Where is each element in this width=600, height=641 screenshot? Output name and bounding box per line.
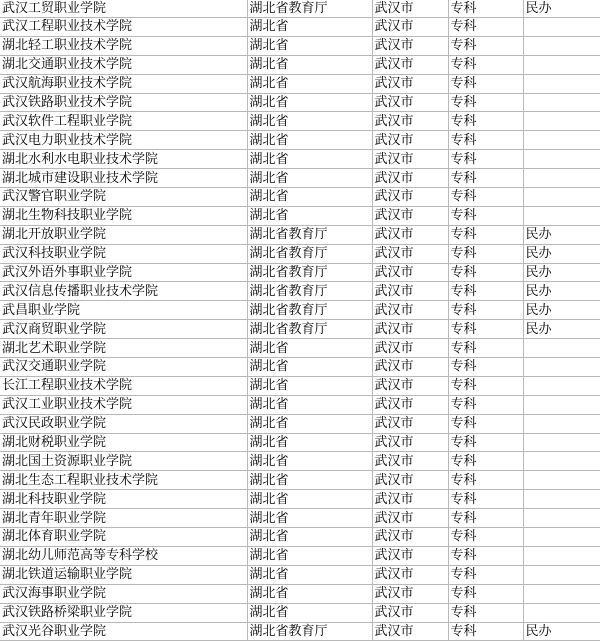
authority-cell[interactable]: 湖北省 bbox=[247, 603, 372, 622]
level-cell[interactable]: 专科 bbox=[448, 395, 523, 414]
authority-cell[interactable]: 湖北省 bbox=[247, 546, 372, 565]
school-name-cell[interactable]: 武汉交通职业学院 bbox=[0, 358, 247, 377]
city-cell[interactable]: 武汉市 bbox=[372, 206, 448, 225]
authority-cell[interactable]: 湖北省教育厅 bbox=[247, 320, 372, 339]
table-row bbox=[0, 471, 600, 490]
ownership-cell[interactable] bbox=[523, 188, 600, 207]
school-name-cell[interactable]: 武汉警官职业学院 bbox=[0, 188, 247, 207]
ownership-cell[interactable] bbox=[523, 565, 600, 584]
ownership-cell[interactable] bbox=[523, 546, 600, 565]
ownership-cell[interactable]: 民办 bbox=[523, 244, 600, 263]
city-cell[interactable]: 武汉市 bbox=[372, 339, 448, 358]
school-name-cell[interactable]: 长江工程职业技术学院 bbox=[0, 376, 247, 395]
table-row bbox=[0, 150, 600, 169]
table-row bbox=[0, 282, 600, 301]
table-row bbox=[0, 244, 600, 263]
ownership-cell[interactable] bbox=[523, 490, 600, 509]
school-name-cell[interactable]: 武汉民政职业学院 bbox=[0, 414, 247, 433]
level-cell[interactable]: 专科 bbox=[448, 471, 523, 490]
authority-cell[interactable]: 湖北省教育厅 bbox=[247, 282, 372, 301]
school-name-cell[interactable]: 湖北艺术职业学院 bbox=[0, 339, 247, 358]
ownership-cell[interactable] bbox=[523, 131, 600, 150]
level-cell[interactable]: 专科 bbox=[448, 414, 523, 433]
ownership-cell[interactable]: 民办 bbox=[523, 263, 600, 282]
level-cell[interactable]: 专科 bbox=[448, 433, 523, 452]
table-row bbox=[0, 546, 600, 565]
authority-cell[interactable]: 湖北省 bbox=[247, 376, 372, 395]
school-name-cell[interactable]: 武汉信息传播职业技术学院 bbox=[0, 282, 247, 301]
authority-cell[interactable]: 湖北省 bbox=[247, 55, 372, 74]
city-cell[interactable]: 武汉市 bbox=[372, 169, 448, 188]
level-cell[interactable]: 专科 bbox=[448, 452, 523, 471]
table-row bbox=[0, 603, 600, 622]
ownership-cell[interactable] bbox=[523, 339, 600, 358]
level-cell[interactable]: 专科 bbox=[448, 206, 523, 225]
table-row bbox=[0, 93, 600, 112]
school-name-cell[interactable]: 武汉航海职业技术学院 bbox=[0, 74, 247, 93]
authority-cell[interactable]: 湖北省 bbox=[247, 112, 372, 131]
table-row bbox=[0, 339, 600, 358]
ownership-cell[interactable] bbox=[523, 509, 600, 528]
city-cell[interactable]: 武汉市 bbox=[372, 376, 448, 395]
city-cell[interactable]: 武汉市 bbox=[372, 263, 448, 282]
ownership-cell[interactable] bbox=[523, 414, 600, 433]
authority-cell[interactable]: 湖北省 bbox=[247, 18, 372, 37]
ownership-cell[interactable] bbox=[523, 74, 600, 93]
school-name-cell[interactable]: 武昌职业学院 bbox=[0, 301, 247, 320]
school-name-cell[interactable]: 湖北幼儿师范高等专科学校 bbox=[0, 546, 247, 565]
ownership-cell[interactable] bbox=[523, 376, 600, 395]
table-row bbox=[0, 36, 600, 55]
authority-cell[interactable]: 湖北省 bbox=[247, 93, 372, 112]
level-cell[interactable]: 专科 bbox=[448, 565, 523, 584]
table-row bbox=[0, 112, 600, 131]
city-cell[interactable]: 武汉市 bbox=[372, 584, 448, 603]
table-row bbox=[0, 55, 600, 74]
school-name-cell[interactable]: 湖北生物科技职业学院 bbox=[0, 206, 247, 225]
school-name-cell[interactable]: 湖北青年职业学院 bbox=[0, 509, 247, 528]
ownership-cell[interactable]: 民办 bbox=[523, 0, 600, 18]
school-name-cell[interactable]: 湖北财税职业学院 bbox=[0, 433, 247, 452]
ownership-cell[interactable] bbox=[523, 528, 600, 547]
school-name-cell[interactable]: 武汉铁路职业技术学院 bbox=[0, 93, 247, 112]
city-cell[interactable]: 武汉市 bbox=[372, 452, 448, 471]
ownership-cell[interactable] bbox=[523, 36, 600, 55]
level-cell[interactable]: 专科 bbox=[448, 622, 523, 641]
city-cell[interactable]: 武汉市 bbox=[372, 0, 448, 18]
table-row bbox=[0, 414, 600, 433]
table-row bbox=[0, 320, 600, 339]
ownership-cell[interactable]: 民办 bbox=[523, 282, 600, 301]
level-cell[interactable]: 专科 bbox=[448, 55, 523, 74]
city-cell[interactable]: 武汉市 bbox=[372, 358, 448, 377]
table-row bbox=[0, 584, 600, 603]
authority-cell[interactable]: 湖北省 bbox=[247, 452, 372, 471]
city-cell[interactable]: 武汉市 bbox=[372, 433, 448, 452]
authority-cell[interactable]: 湖北省 bbox=[247, 509, 372, 528]
level-cell[interactable]: 专科 bbox=[448, 188, 523, 207]
ownership-cell[interactable]: 民办 bbox=[523, 622, 600, 641]
city-cell[interactable]: 武汉市 bbox=[372, 395, 448, 414]
school-name-cell[interactable]: 武汉工程职业技术学院 bbox=[0, 18, 247, 37]
level-cell[interactable]: 专科 bbox=[448, 376, 523, 395]
city-cell[interactable]: 武汉市 bbox=[372, 528, 448, 547]
city-cell[interactable]: 武汉市 bbox=[372, 244, 448, 263]
level-cell[interactable]: 专科 bbox=[448, 225, 523, 244]
school-name-cell[interactable]: 湖北生态工程职业技术学院 bbox=[0, 471, 247, 490]
level-cell[interactable]: 专科 bbox=[448, 112, 523, 131]
level-cell[interactable]: 专科 bbox=[448, 301, 523, 320]
city-cell[interactable]: 武汉市 bbox=[372, 93, 448, 112]
city-cell[interactable]: 武汉市 bbox=[372, 490, 448, 509]
school-name-cell[interactable]: 武汉铁路桥梁职业学院 bbox=[0, 603, 247, 622]
city-cell[interactable]: 武汉市 bbox=[372, 36, 448, 55]
city-cell[interactable]: 武汉市 bbox=[372, 603, 448, 622]
city-cell[interactable]: 武汉市 bbox=[372, 131, 448, 150]
authority-cell[interactable]: 湖北省 bbox=[247, 131, 372, 150]
city-cell[interactable]: 武汉市 bbox=[372, 18, 448, 37]
ownership-cell[interactable]: 民办 bbox=[523, 320, 600, 339]
table-row bbox=[0, 433, 600, 452]
ownership-cell[interactable] bbox=[523, 452, 600, 471]
school-name-cell[interactable]: 武汉工贸职业学院 bbox=[0, 0, 247, 18]
level-cell[interactable]: 专科 bbox=[448, 0, 523, 18]
city-cell[interactable]: 武汉市 bbox=[372, 301, 448, 320]
authority-cell[interactable]: 湖北省 bbox=[247, 414, 372, 433]
authority-cell[interactable]: 湖北省 bbox=[247, 169, 372, 188]
ownership-cell[interactable] bbox=[523, 55, 600, 74]
authority-cell[interactable]: 湖北省教育厅 bbox=[247, 0, 372, 18]
level-cell[interactable]: 专科 bbox=[448, 339, 523, 358]
table-row bbox=[0, 74, 600, 93]
city-cell[interactable]: 武汉市 bbox=[372, 282, 448, 301]
school-name-cell[interactable]: 湖北水利水电职业技术学院 bbox=[0, 150, 247, 169]
authority-cell[interactable]: 湖北省 bbox=[247, 433, 372, 452]
ownership-cell[interactable] bbox=[523, 169, 600, 188]
authority-cell[interactable]: 湖北省教育厅 bbox=[247, 244, 372, 263]
school-name-cell[interactable]: 武汉海事职业学院 bbox=[0, 584, 247, 603]
school-name-cell[interactable]: 湖北交通职业技术学院 bbox=[0, 55, 247, 74]
authority-cell[interactable]: 湖北省 bbox=[247, 471, 372, 490]
table-row bbox=[0, 565, 600, 584]
authority-cell[interactable]: 湖北省 bbox=[247, 339, 372, 358]
authority-cell[interactable]: 湖北省教育厅 bbox=[247, 263, 372, 282]
ownership-cell[interactable]: 民办 bbox=[523, 225, 600, 244]
city-cell[interactable]: 武汉市 bbox=[372, 622, 448, 641]
school-name-cell[interactable]: 湖北开放职业学院 bbox=[0, 225, 247, 244]
ownership-cell[interactable] bbox=[523, 584, 600, 603]
school-name-cell[interactable]: 湖北铁道运输职业学院 bbox=[0, 565, 247, 584]
level-cell[interactable]: 专科 bbox=[448, 74, 523, 93]
level-cell[interactable]: 专科 bbox=[448, 546, 523, 565]
level-cell[interactable]: 专科 bbox=[448, 282, 523, 301]
authority-cell[interactable]: 湖北省 bbox=[247, 188, 372, 207]
city-cell[interactable]: 武汉市 bbox=[372, 320, 448, 339]
table-row bbox=[0, 131, 600, 150]
school-name-cell[interactable]: 武汉光谷职业学院 bbox=[0, 622, 247, 641]
table-row bbox=[0, 263, 600, 282]
table-row bbox=[0, 395, 600, 414]
level-cell[interactable]: 专科 bbox=[448, 603, 523, 622]
ownership-cell[interactable] bbox=[523, 433, 600, 452]
table-row bbox=[0, 169, 600, 188]
table-row bbox=[0, 225, 600, 244]
school-name-cell[interactable]: 武汉商贸职业学院 bbox=[0, 320, 247, 339]
ownership-cell[interactable] bbox=[523, 603, 600, 622]
city-cell[interactable]: 武汉市 bbox=[372, 546, 448, 565]
city-cell[interactable]: 武汉市 bbox=[372, 565, 448, 584]
city-cell[interactable]: 武汉市 bbox=[372, 112, 448, 131]
authority-cell[interactable]: 湖北省教育厅 bbox=[247, 301, 372, 320]
table-row bbox=[0, 188, 600, 207]
authority-cell[interactable]: 湖北省 bbox=[247, 358, 372, 377]
table-row bbox=[0, 528, 600, 547]
ownership-cell[interactable] bbox=[523, 395, 600, 414]
level-cell[interactable]: 专科 bbox=[448, 150, 523, 169]
authority-cell[interactable]: 湖北省教育厅 bbox=[247, 622, 372, 641]
table-row bbox=[0, 18, 600, 37]
level-cell[interactable]: 专科 bbox=[448, 509, 523, 528]
ownership-cell[interactable] bbox=[523, 206, 600, 225]
ownership-cell[interactable] bbox=[523, 112, 600, 131]
level-cell[interactable]: 专科 bbox=[448, 18, 523, 37]
authority-cell[interactable]: 湖北省 bbox=[247, 565, 372, 584]
city-cell[interactable]: 武汉市 bbox=[372, 55, 448, 74]
table-row bbox=[0, 358, 600, 377]
school-name-cell[interactable]: 湖北轻工职业技术学院 bbox=[0, 36, 247, 55]
table-row bbox=[0, 0, 600, 18]
city-cell[interactable]: 武汉市 bbox=[372, 471, 448, 490]
level-cell[interactable]: 专科 bbox=[448, 263, 523, 282]
school-name-cell[interactable]: 武汉电力职业技术学院 bbox=[0, 131, 247, 150]
city-cell[interactable]: 武汉市 bbox=[372, 509, 448, 528]
school-name-cell[interactable]: 武汉软件工程职业学院 bbox=[0, 112, 247, 131]
ownership-cell[interactable] bbox=[523, 471, 600, 490]
school-name-cell[interactable]: 湖北科技职业学院 bbox=[0, 490, 247, 509]
level-cell[interactable]: 专科 bbox=[448, 131, 523, 150]
city-cell[interactable]: 武汉市 bbox=[372, 150, 448, 169]
authority-cell[interactable]: 湖北省教育厅 bbox=[247, 225, 372, 244]
level-cell[interactable]: 专科 bbox=[448, 244, 523, 263]
authority-cell[interactable]: 湖北省 bbox=[247, 395, 372, 414]
authority-cell[interactable]: 湖北省 bbox=[247, 150, 372, 169]
authority-cell[interactable]: 湖北省 bbox=[247, 584, 372, 603]
school-name-cell[interactable]: 武汉外语外事职业学院 bbox=[0, 263, 247, 282]
school-name-cell[interactable]: 武汉科技职业学院 bbox=[0, 244, 247, 263]
table-row bbox=[0, 622, 600, 641]
level-cell[interactable]: 专科 bbox=[448, 528, 523, 547]
level-cell[interactable]: 专科 bbox=[448, 358, 523, 377]
school-name-cell[interactable]: 武汉工业职业技术学院 bbox=[0, 395, 247, 414]
ownership-cell[interactable] bbox=[523, 150, 600, 169]
level-cell[interactable]: 专科 bbox=[448, 36, 523, 55]
authority-cell[interactable]: 湖北省 bbox=[247, 74, 372, 93]
authority-cell[interactable]: 湖北省 bbox=[247, 528, 372, 547]
level-cell[interactable]: 专科 bbox=[448, 490, 523, 509]
ownership-cell[interactable] bbox=[523, 18, 600, 37]
table-row bbox=[0, 509, 600, 528]
authority-cell[interactable]: 湖北省 bbox=[247, 490, 372, 509]
level-cell[interactable]: 专科 bbox=[448, 93, 523, 112]
table-row bbox=[0, 490, 600, 509]
table-row bbox=[0, 206, 600, 225]
authority-cell[interactable]: 湖北省 bbox=[247, 36, 372, 55]
ownership-cell[interactable] bbox=[523, 358, 600, 377]
city-cell[interactable]: 武汉市 bbox=[372, 188, 448, 207]
school-name-cell[interactable]: 湖北国土资源职业学院 bbox=[0, 452, 247, 471]
city-cell[interactable]: 武汉市 bbox=[372, 74, 448, 93]
city-cell[interactable]: 武汉市 bbox=[372, 414, 448, 433]
school-name-cell[interactable]: 湖北体育职业学院 bbox=[0, 528, 247, 547]
authority-cell[interactable]: 湖北省 bbox=[247, 206, 372, 225]
table-row bbox=[0, 376, 600, 395]
ownership-cell[interactable] bbox=[523, 93, 600, 112]
level-cell[interactable]: 专科 bbox=[448, 584, 523, 603]
table-row bbox=[0, 301, 600, 320]
level-cell[interactable]: 专科 bbox=[448, 320, 523, 339]
ownership-cell[interactable]: 民办 bbox=[523, 301, 600, 320]
city-cell[interactable]: 武汉市 bbox=[372, 225, 448, 244]
table-row bbox=[0, 452, 600, 471]
school-name-cell[interactable]: 湖北城市建设职业技术学院 bbox=[0, 169, 247, 188]
level-cell[interactable]: 专科 bbox=[448, 169, 523, 188]
